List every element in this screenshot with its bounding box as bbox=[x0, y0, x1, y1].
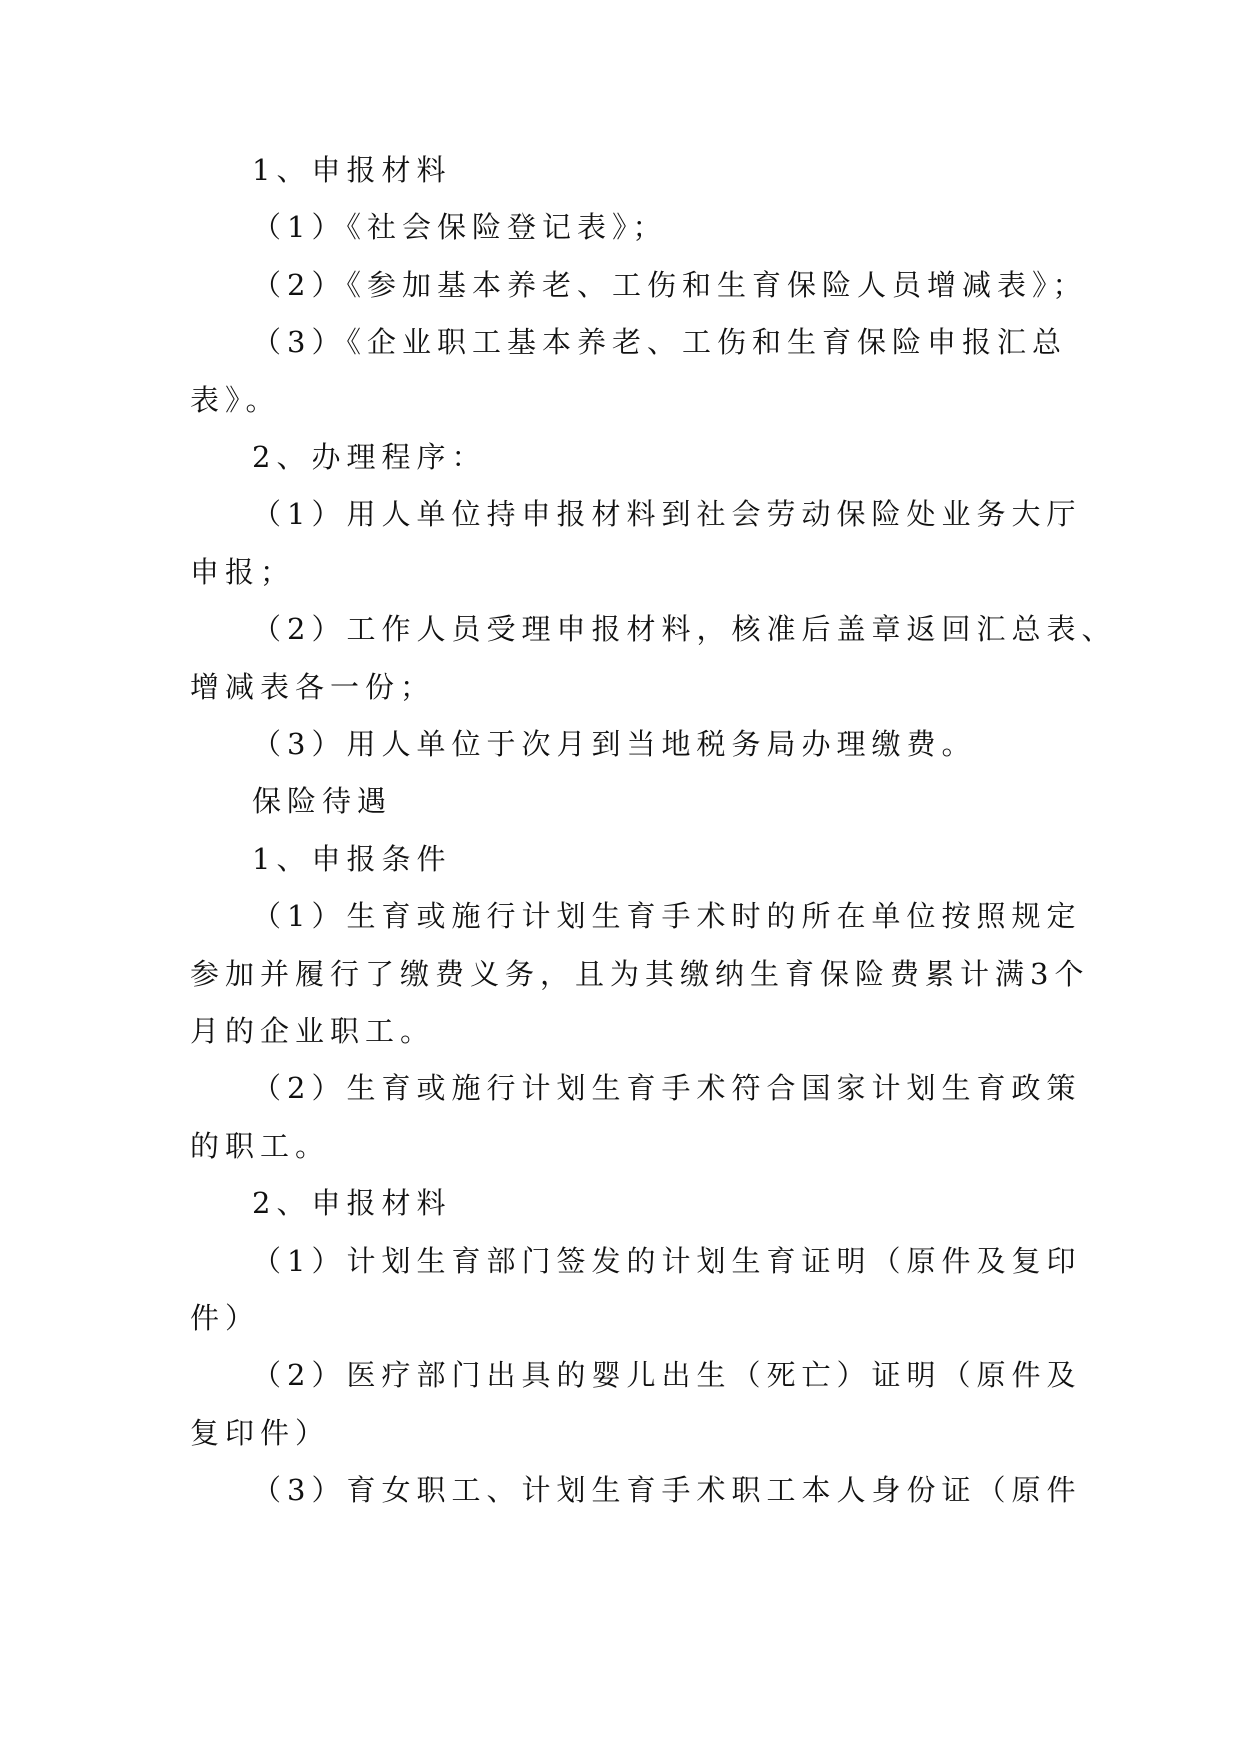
paragraph-continuation-line: 的职工。 bbox=[190, 1128, 331, 1163]
paragraph-continuation-line: 参加并履行了缴费义务，且为其缴纳生育保险费累计满3个 bbox=[190, 956, 1090, 991]
paragraph-line: （2）生育或施行计划生育手术符合国家计划生育政策 bbox=[252, 1071, 1082, 1106]
paragraph-line: 保险待遇 bbox=[252, 784, 393, 819]
paragraph-line: （3）《企业职工基本养老、工伤和生育保险申报汇总 bbox=[252, 325, 1067, 360]
paragraph-line: （1）计划生育部门签发的计划生育证明（原件及复印 bbox=[252, 1243, 1082, 1278]
paragraph-continuation-line: 表》。 bbox=[190, 382, 281, 417]
paragraph-line: 1、申报条件 bbox=[252, 841, 452, 876]
paragraph-line: 1、申报材料 bbox=[252, 153, 452, 187]
paragraph-line: （2）医疗部门出具的婴儿出生（死亡）证明（原件及 bbox=[252, 1358, 1082, 1393]
paragraph-continuation-line: 增减表各一份； bbox=[190, 669, 436, 704]
paragraph-line: （2）工作人员受理申报材料，核准后盖章返回汇总表、 bbox=[252, 612, 1117, 647]
paragraph-continuation-line: 申报； bbox=[190, 554, 296, 589]
paragraph-continuation-line: 月的企业职工。 bbox=[190, 1014, 436, 1048]
paragraph-continuation-line: 件） bbox=[190, 1301, 261, 1335]
paragraph-continuation-line: 复印件） bbox=[190, 1415, 331, 1450]
paragraph-line: （3）用人单位于次月到当地税务局办理缴费。 bbox=[252, 727, 977, 761]
paragraph-line: （1）生育或施行计划生育手术时的所在单位按照规定 bbox=[252, 899, 1082, 934]
paragraph-line: （2）《参加基本养老、工伤和生育保险人员增减表》； bbox=[252, 267, 1088, 302]
paragraph-line: （3）育女职工、计划生育手术职工本人身份证（原件 bbox=[252, 1473, 1082, 1508]
paragraph-line: 2、办理程序： bbox=[252, 440, 487, 474]
paragraph-line: 2、申报材料 bbox=[252, 1186, 452, 1221]
paragraph-line: （1）《社会保险登记表》； bbox=[252, 210, 668, 245]
paragraph-line: （1）用人单位持申报材料到社会劳动保险处业务大厅 bbox=[252, 497, 1082, 532]
